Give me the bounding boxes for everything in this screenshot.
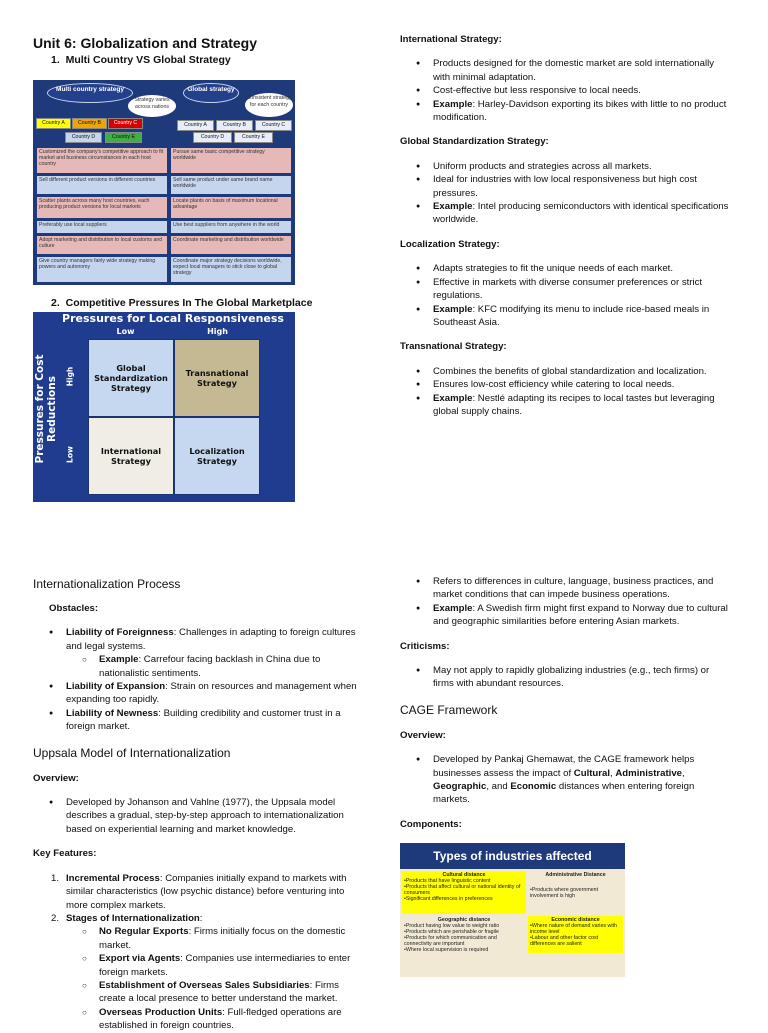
list-item: •Product having low value to weight ratio bbox=[404, 923, 500, 929]
geographic-distance-box bbox=[402, 916, 526, 976]
country-chip: Country D bbox=[65, 132, 102, 143]
uppsala-title: Uppsala Model of Internationalization bbox=[33, 745, 231, 760]
transnational-list bbox=[400, 365, 730, 419]
cage-title: CAGE Framework bbox=[400, 702, 498, 717]
components-heading: Components: bbox=[400, 818, 462, 830]
geographic-distance-title: Geographic distance bbox=[437, 917, 491, 923]
comparison-row bbox=[37, 221, 291, 233]
list-item: ● Adapts strategies to fit the unique needs of each market. bbox=[400, 262, 730, 275]
multi-country-cell: Customized the company's competitive approach to fit market and business circumstances in each host country bbox=[37, 148, 167, 173]
list-item: ● Combines the benefits of global standardization and localization. bbox=[400, 365, 730, 378]
internationalization-title: Internationalization Process bbox=[33, 577, 181, 591]
key-features-heading: Key Features: bbox=[33, 848, 97, 860]
comparison-row bbox=[37, 197, 291, 218]
multi-country-cell: Adopt marketing and distribution to local customs and culture bbox=[37, 236, 167, 254]
list-item: ● Example: A Swedish firm might first expand to Norway due to cultural and geographic similarities before entering Asian markets. bbox=[400, 602, 730, 629]
competitive-pressures-figure bbox=[33, 312, 295, 502]
localization-list bbox=[400, 262, 730, 329]
country-chip: Country D bbox=[193, 132, 232, 143]
country-chip: Country C bbox=[108, 118, 143, 129]
list-item: •Products which are perishable or fragile bbox=[404, 929, 499, 935]
criticisms-list bbox=[400, 664, 730, 691]
global-cell: Locate plants on basis of maximum locational advantage bbox=[171, 197, 291, 218]
list-item: ● Example: Intel producing semiconductors with identical specifications worldwide. bbox=[400, 200, 730, 227]
list-item: ○ Overseas Production Units: Full-fledged operations are established in foreign countries. bbox=[66, 1006, 368, 1033]
side-high-label: High bbox=[65, 366, 75, 387]
quadrant-global-standardization: Global Standardization Strategy bbox=[88, 339, 174, 417]
obstacles-heading: Obstacles: bbox=[49, 603, 99, 614]
country-chip: Country E bbox=[234, 132, 273, 143]
comparison-row bbox=[37, 257, 291, 282]
list-item: ● Ideal for industries with low local responsiveness but high cost pressures. bbox=[400, 173, 730, 200]
section-heading-1 bbox=[33, 54, 368, 67]
list-item: 1. Incremental Process: Companies initially expand to markets with similar characteristics (low psychic distance) before venturing into more complex markets. bbox=[51, 872, 347, 911]
list-item: ● Uniform products and strategies across all markets. bbox=[400, 160, 730, 173]
multi-country-cell: Preferably use local suppliers bbox=[37, 221, 167, 233]
global-cell: Use best suppliers from anywhere in the world bbox=[171, 221, 291, 233]
heading-number: 1. bbox=[51, 54, 60, 66]
list-item: ● Developed by Johanson and Vahlne (1977), the Uppsala model describes a gradual, step-by-step approach to internationalization based on experiential learning and market knowledge. bbox=[33, 796, 368, 836]
strategy-varies-cloud: Strategy varies across nations bbox=[128, 95, 176, 117]
international-strategy-heading: International Strategy: bbox=[400, 34, 502, 45]
multi-country-oval: Multi country strategy bbox=[47, 83, 133, 103]
list-item: ● Example: KFC modifying its menu to include rice-based meals in Southeast Asia. bbox=[400, 303, 730, 330]
transnational-heading: Transnational Strategy: bbox=[400, 341, 507, 353]
country-chip: Country B bbox=[216, 120, 253, 131]
left-bottom-column bbox=[33, 576, 368, 1033]
country-chip: Country A bbox=[177, 120, 214, 131]
localization-heading: Localization Strategy: bbox=[400, 238, 500, 250]
cage-industries-figure bbox=[400, 843, 625, 977]
quadrant-transnational: Transnational Strategy bbox=[174, 339, 260, 417]
side-low-label: Low bbox=[65, 446, 75, 463]
list-item: •Products that have linguistic content bbox=[404, 878, 491, 884]
list-item: •Where local supervision is required bbox=[404, 947, 489, 953]
multi-country-vs-global-figure bbox=[33, 80, 295, 285]
list-item: ● Developed by Pankaj Ghemawat, the CAGE framework helps businesses assess the impact of Cultural, Administrative, Geographic, and Economic distances when entering foreign markets. bbox=[400, 753, 730, 807]
country-chip: Country B bbox=[72, 118, 107, 129]
list-item: ● Liability of Foreignness: Challenges in adapting to foreign cultures and legal systems. ○ Example: Carrefour facing backlash in China due to nationalistic sentiments. bbox=[33, 626, 368, 680]
psychic-distance-list bbox=[400, 575, 730, 629]
global-cell: Pursue same basic competitive strategy worldwide bbox=[171, 148, 291, 173]
right-bottom-column bbox=[400, 575, 730, 831]
list-item: ● Example: Harley-Davidson exporting its bikes with little to no product modification. bbox=[400, 98, 730, 125]
cultural-distance-title: Cultural distance bbox=[442, 872, 486, 878]
economic-distance-box bbox=[528, 916, 623, 953]
uppsala-overview-list bbox=[33, 796, 368, 836]
right-top-column bbox=[400, 33, 730, 418]
figure-title: Types of industries affected bbox=[400, 843, 625, 869]
list-item: ● May not apply to rapidly globalizing industries (e.g., tech firms) or firms with abundant resources. bbox=[400, 664, 730, 691]
list-item: ● Liability of Newness: Building credibility and customer trust in a foreign market. bbox=[33, 707, 368, 734]
comparison-row bbox=[37, 176, 291, 194]
list-item: 2. Stages of Internationalization: ○ No Regular Exports: Firms initially focus on the domestic market. ○ Export via Agents: Companies use intermediaries to enter foreign markets. ○ Establishment of Overseas Sales Subsidiaries: Firms create a local presence to better understand the market. ○ Overseas Production Units: Full-fledged operations are established in foreign countries. bbox=[33, 912, 368, 1033]
list-item: •Products for which communication and connectivity are important bbox=[404, 935, 497, 947]
list-item: •Products that affect cultural or national identity of consumers bbox=[404, 884, 521, 896]
economic-distance-title: Economic distance bbox=[551, 917, 600, 923]
heading-number: 2. bbox=[51, 297, 60, 309]
list-item: ○ Establishment of Overseas Sales Subsidiaries: Firms create a local presence to better understand the market. bbox=[66, 979, 368, 1006]
global-cell: Coordinate major strategy decisions worldwide, expect local managers to stick close to global strategy bbox=[171, 257, 291, 282]
figure-title: Pressures for Local Responsiveness bbox=[62, 312, 284, 325]
heading-text: Competitive Pressures In The Global Marketplace bbox=[65, 297, 313, 309]
list-item: ● Cost-effective but less responsive to local needs. bbox=[400, 84, 730, 97]
comparison-row bbox=[37, 148, 291, 173]
side-title: Pressures for Cost Reductions bbox=[34, 354, 58, 464]
multi-country-cell: Sell different product versions in different countries bbox=[37, 176, 167, 194]
country-chip: Country C bbox=[255, 120, 292, 131]
list-item: •Labour and other factor cost differences are salient bbox=[530, 935, 599, 947]
cage-overview-list bbox=[400, 753, 730, 807]
quadrant-international: International Strategy bbox=[88, 417, 174, 495]
list-item: •Products where government involvement is high bbox=[530, 887, 599, 899]
list-item: •Significant differences in preferences bbox=[404, 896, 493, 902]
global-oval: Global strategy bbox=[183, 83, 239, 103]
left-top-column bbox=[33, 34, 368, 67]
list-item: ● Products designed for the domestic market are sold internationally with minimal adaptation. bbox=[400, 57, 730, 84]
list-item: ● Effective in markets with diverse consumer preferences or strict regulations. bbox=[400, 276, 730, 303]
list-item: ○ Export via Agents: Companies use intermediaries to enter foreign markets. bbox=[66, 952, 368, 979]
overview-heading: Overview: bbox=[33, 772, 79, 784]
comparison-row bbox=[37, 236, 291, 254]
global-standardization-heading: Global Standardization Strategy: bbox=[400, 136, 549, 148]
list-item: ● Liability of Expansion: Strain on resources and management when expanding too rapidly. bbox=[33, 680, 368, 707]
country-chip: Country E bbox=[105, 132, 142, 143]
section-heading-2 bbox=[33, 297, 386, 310]
stages-list bbox=[66, 925, 368, 1032]
cage-overview-heading: Overview: bbox=[400, 729, 446, 741]
international-strategy-list bbox=[400, 57, 730, 124]
list-item: ● Refers to differences in culture, language, business practices, and market conditions that can impede business operations. bbox=[400, 575, 730, 602]
global-cell: Sell same product under same brand name worldwide bbox=[171, 176, 291, 194]
country-chip: Country A bbox=[36, 118, 71, 129]
consistent-strategy-cloud: Consistent strategy for each country bbox=[245, 93, 293, 117]
administrative-distance-title: Administrative Distance bbox=[545, 872, 606, 878]
list-item: ● Ensures low-cost efficiency while catering to local needs. bbox=[400, 378, 730, 391]
obstacles-list bbox=[33, 626, 368, 733]
list-item: ○ No Regular Exports: Firms initially focus on the domestic market. bbox=[66, 925, 368, 952]
list-item: •Where nature of demand varies with income level bbox=[530, 923, 617, 935]
global-standardization-list bbox=[400, 160, 730, 227]
multi-country-cell: Scatter plants across many host countries, each producing product versions for local markets bbox=[37, 197, 167, 218]
administrative-distance-box bbox=[528, 871, 623, 914]
high-label: High bbox=[207, 327, 228, 336]
low-label: Low bbox=[116, 327, 135, 336]
sub-list bbox=[66, 653, 368, 680]
global-cell: Coordinate marketing and distribution worldwide bbox=[171, 236, 291, 254]
key-features-list bbox=[33, 872, 368, 1033]
quadrant-localization: Localization Strategy bbox=[174, 417, 260, 495]
list-item: ○ Example: Carrefour facing backlash in China due to nationalistic sentiments. bbox=[66, 653, 368, 680]
list-item: ● Example: Nestlé adapting its recipes to local tastes but leveraging global supply chains. bbox=[400, 392, 730, 419]
page-title: Unit 6: Globalization and Strategy bbox=[33, 35, 258, 51]
multi-country-cell: Give country managers fairly wide strategy making powers and autonomy bbox=[37, 257, 167, 282]
criticisms-heading: Criticisms: bbox=[400, 640, 450, 652]
heading-text: Multi Country VS Global Strategy bbox=[65, 54, 231, 66]
cultural-distance-box bbox=[402, 871, 526, 914]
